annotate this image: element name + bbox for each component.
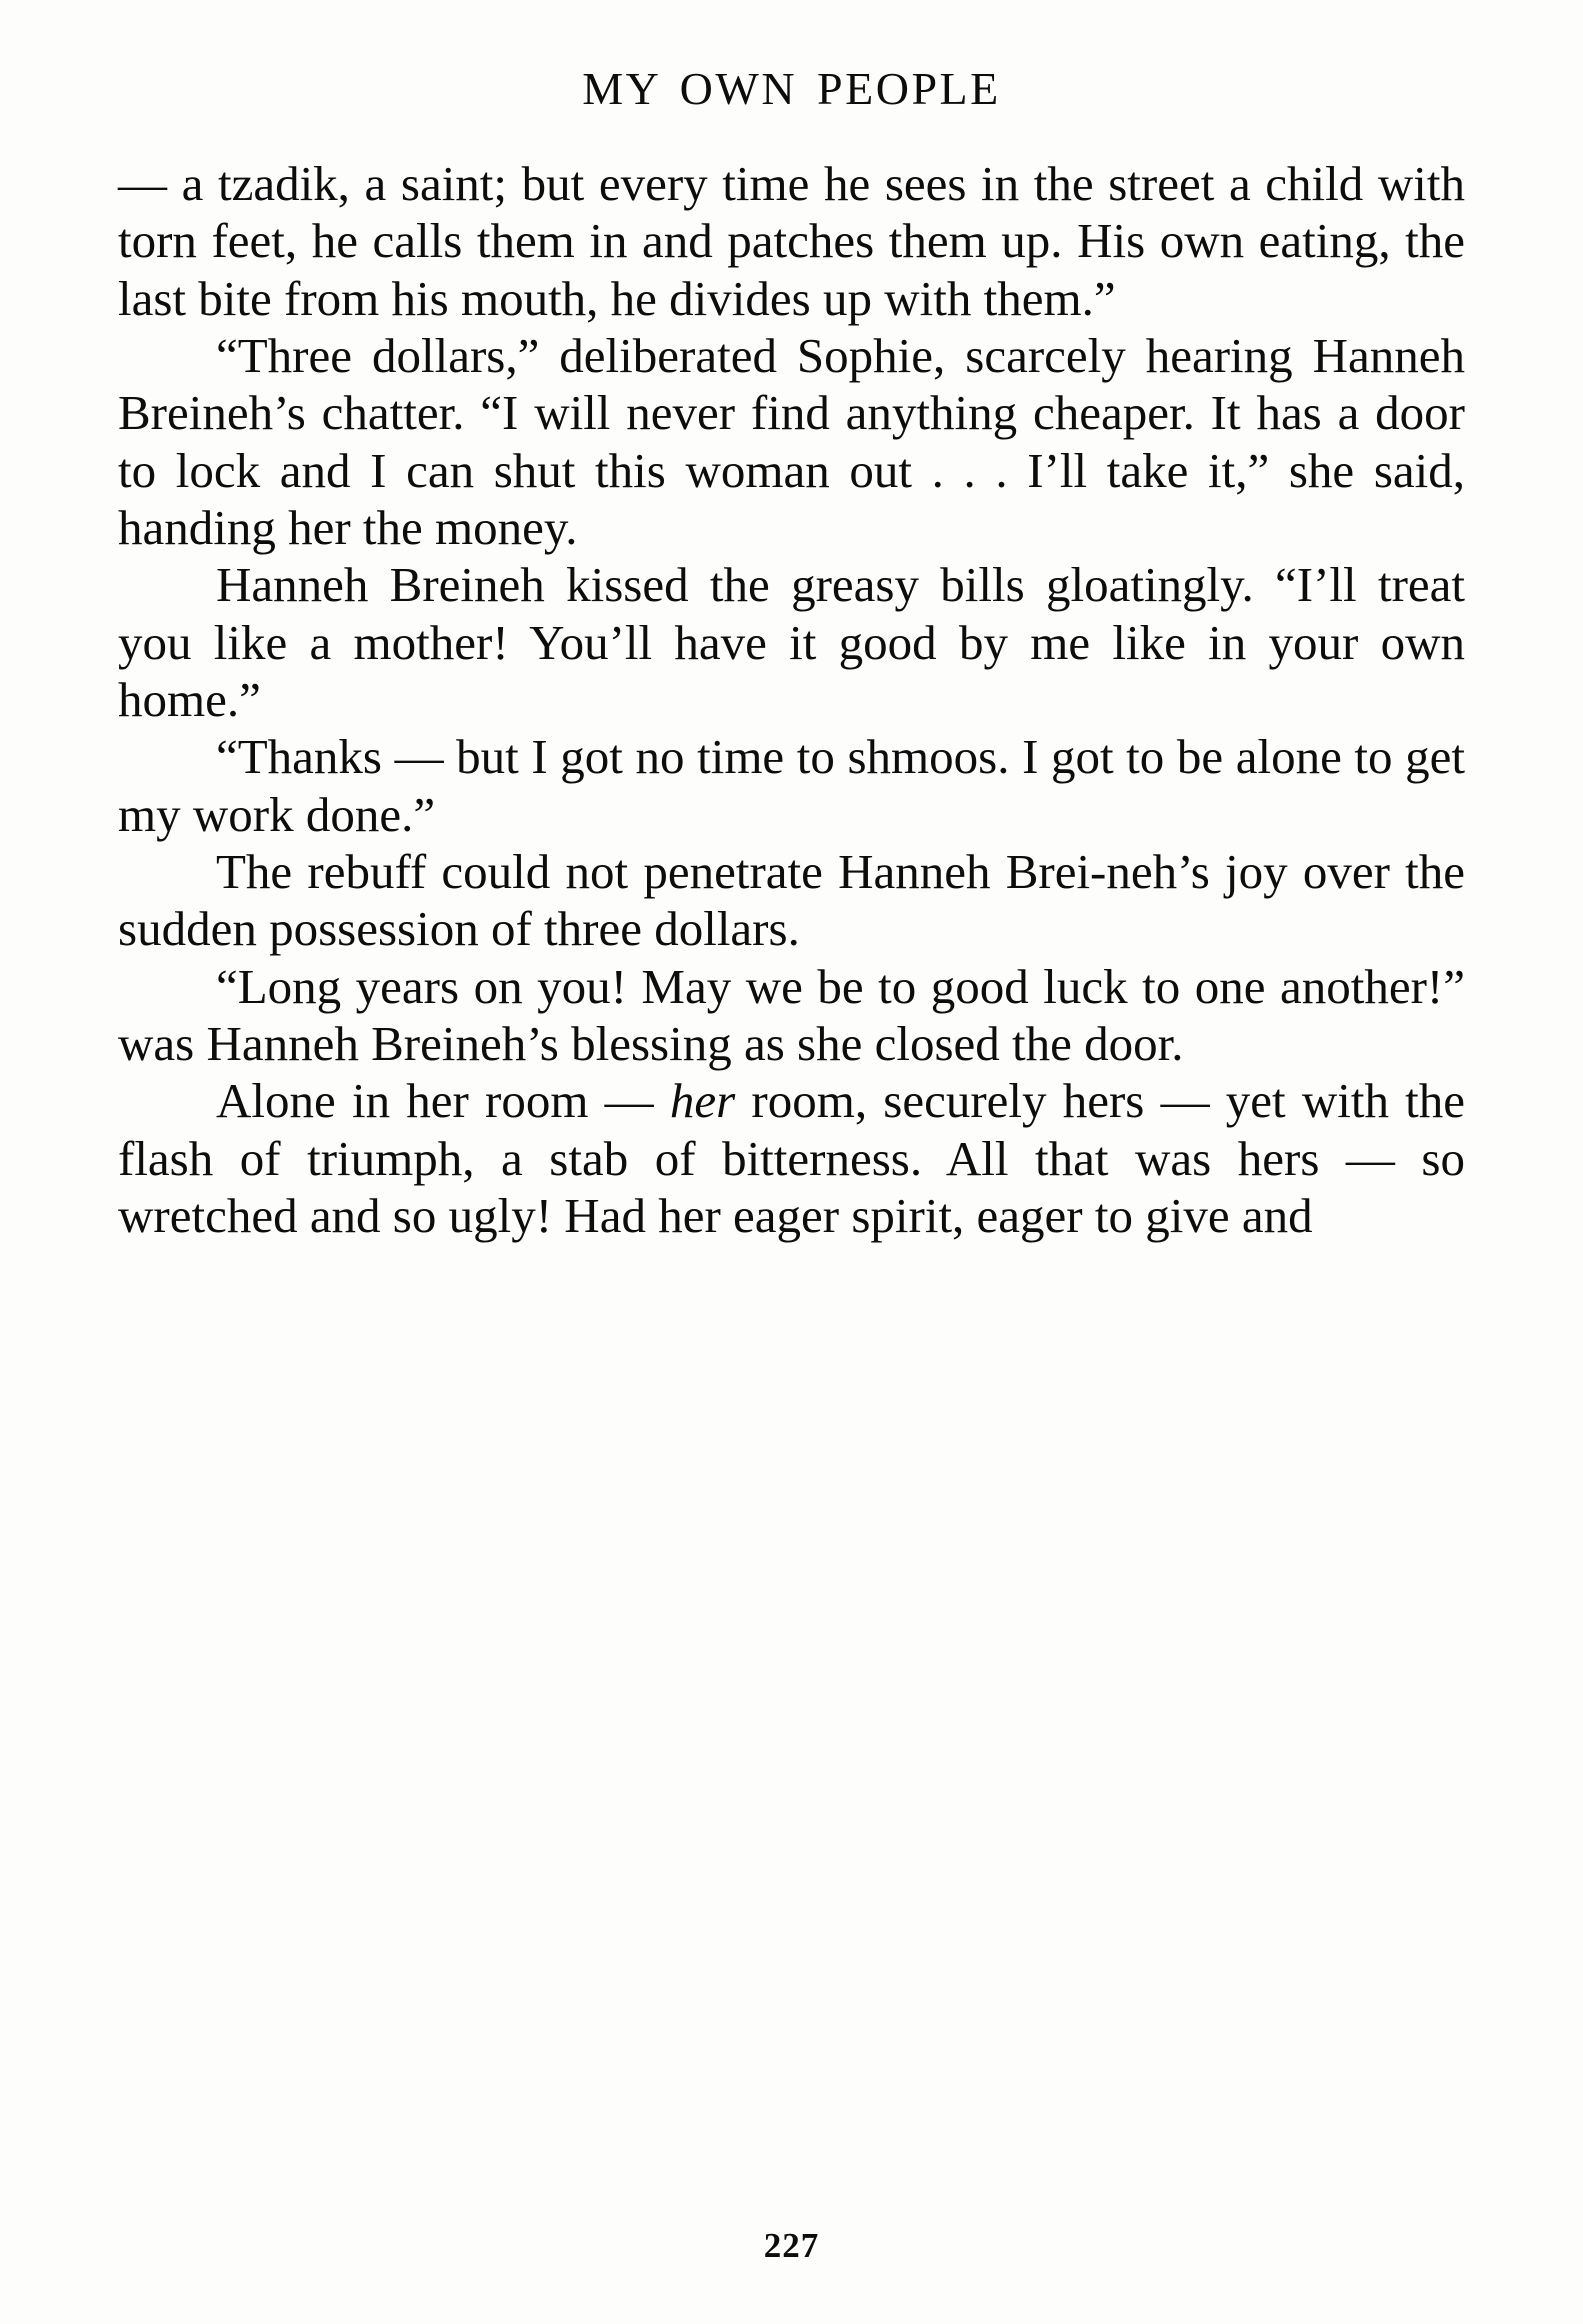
page-number: 227: [763, 2226, 820, 2265]
paragraph: “Long years on you! May we be to good luck to one another!” was Hanneh Breineh’s blessing as she closed the door.: [118, 958, 1465, 1071]
page-body: [118, 155, 1465, 1244]
paragraph: Hanneh Breineh kissed the greasy bills gloatingly. “I’ll treat you like a mother! You’ll have it good by me like in your own home.”: [118, 557, 1465, 727]
paragraph: “Three dollars,” deliberated Sophie, scarcely hearing Hanneh Breineh’s chatter. “I will never find anything cheaper. It has a door to lock and I can shut this woman out . . . I’ll take it,” she said, handing her the money.: [118, 327, 1465, 555]
paragraph-text-rest: room, securely hers — yet with the flash of triumph, a stab of bitterness. All that was hers — so wretched and so ugly! Had her eager spirit, eager to give and: [118, 1073, 1466, 1243]
paragraph-text-lead: Alone in her room —: [216, 1073, 670, 1129]
paragraph: “Thanks — but I got no time to shmoos. I got to be alone to get my work done.”: [118, 729, 1465, 842]
paragraph: The rebuff could not penetrate Hanneh Brei-neh’s joy over the sudden possession of three dollars.: [118, 843, 1465, 957]
emphasized-word: her: [669, 1073, 736, 1129]
running-head: MY OWN PEOPLE: [582, 63, 1001, 114]
paragraph: — a tzadik, a saint; but every time he sees in the street a child with torn feet, he calls them in and patches them up. His own eating, the last bite from his mouth, he divides up with them.”: [118, 156, 1465, 326]
paragraph-with-emphasis: [118, 1072, 1465, 1244]
